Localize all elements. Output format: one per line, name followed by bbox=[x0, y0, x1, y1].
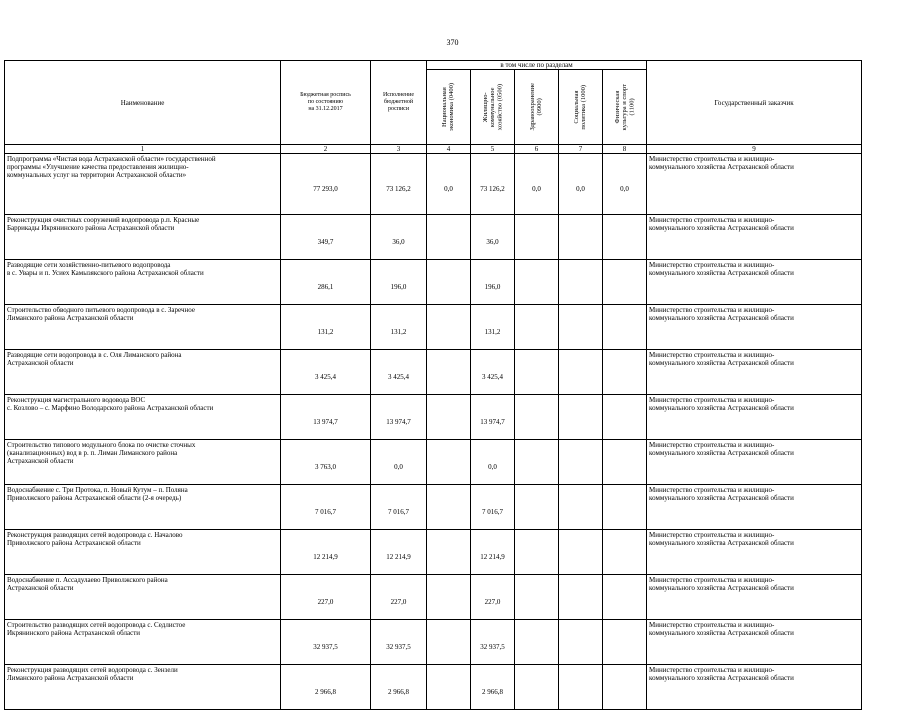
row-customer: Министерство строительства и жилищно- коммунального хозяйства Астраханской области bbox=[647, 260, 862, 305]
row-name: Реконструкция разводящих сетей водопровода с. Началово Приволжского района Астраханской области bbox=[5, 530, 281, 575]
row-section-1100 bbox=[603, 620, 647, 665]
row-section-1100 bbox=[603, 215, 647, 260]
column-number: 7 bbox=[559, 145, 603, 154]
row-section-1000: 0,0 bbox=[559, 154, 603, 215]
table-row bbox=[5, 665, 862, 710]
row-section-0900 bbox=[515, 485, 559, 530]
header-customer: Государственный заказчик bbox=[647, 61, 862, 145]
row-name: Строительство типового модульного блока по очистке сточных (канализационных) вод в р. п. Лиман Лиманского района Астраханской области bbox=[5, 440, 281, 485]
row-name: Разводящие сети водопровода в с. Оля Лиманского района Астраханской области bbox=[5, 350, 281, 395]
row-customer: Министерство строительства и жилищно- коммунального хозяйства Астраханской области bbox=[647, 575, 862, 620]
row-execution: 2 966,8 bbox=[371, 665, 427, 710]
row-budget: 77 293,0 bbox=[281, 154, 371, 215]
row-section-1100 bbox=[603, 665, 647, 710]
table-row bbox=[5, 395, 862, 440]
row-budget: 32 937,5 bbox=[281, 620, 371, 665]
header-section-1100: Физическая культура и спорт (1100) bbox=[603, 70, 647, 145]
row-section-1000 bbox=[559, 575, 603, 620]
row-customer: Министерство строительства и жилищно- коммунального хозяйства Астраханской области bbox=[647, 350, 862, 395]
header-section-0500: Жилищно- коммунальное хозяйство (0500) bbox=[471, 70, 515, 145]
row-section-0400 bbox=[427, 395, 471, 440]
row-name: Реконструкция магистрального водовода ВОС с. Козлово – с. Марфино Володарского района Астраханской области bbox=[5, 395, 281, 440]
column-number: 3 bbox=[371, 145, 427, 154]
row-name: Реконструкция очистных сооружений водопровода р.п. Красные Баррикады Икрянинского района Астраханской области bbox=[5, 215, 281, 260]
row-section-0400 bbox=[427, 305, 471, 350]
row-section-1100 bbox=[603, 485, 647, 530]
row-section-0400 bbox=[427, 620, 471, 665]
row-section-0500: 7 016,7 bbox=[471, 485, 515, 530]
row-section-1000 bbox=[559, 395, 603, 440]
row-execution: 13 974,7 bbox=[371, 395, 427, 440]
row-section-1100 bbox=[603, 395, 647, 440]
row-section-0400: 0,0 bbox=[427, 154, 471, 215]
row-name: Подпрограмма «Чистая вода Астраханской области» государственной программы «Улучшение качества предоставления жилищно- коммунальных услуг на территории Астраханской области» bbox=[5, 154, 281, 215]
table-row bbox=[5, 260, 862, 305]
row-name: Разводящие сети хозяйственно-питьевого водопровода в с. Увары и п. Усиех Камызякского района Астраханской области bbox=[5, 260, 281, 305]
row-section-0900 bbox=[515, 530, 559, 575]
row-section-0900 bbox=[515, 575, 559, 620]
table-row bbox=[5, 485, 862, 530]
row-section-0500: 36,0 bbox=[471, 215, 515, 260]
row-section-0400 bbox=[427, 485, 471, 530]
row-execution: 131,2 bbox=[371, 305, 427, 350]
column-number: 5 bbox=[471, 145, 515, 154]
header-section-0900: Здравоохранение (0900) bbox=[515, 70, 559, 145]
header-section-1000: Социальная политика (1000) bbox=[559, 70, 603, 145]
row-section-0400 bbox=[427, 350, 471, 395]
row-execution: 0,0 bbox=[371, 440, 427, 485]
row-section-0900 bbox=[515, 665, 559, 710]
column-number: 4 bbox=[427, 145, 471, 154]
row-name: Водоснабжение п. Ассадулаево Приволжского района Астраханской области bbox=[5, 575, 281, 620]
row-section-1100 bbox=[603, 260, 647, 305]
row-execution: 32 937,5 bbox=[371, 620, 427, 665]
row-name: Строительство разводящих сетей водопровода с. Седлистое Икрянинского района Астраханской области bbox=[5, 620, 281, 665]
row-section-0500: 227,0 bbox=[471, 575, 515, 620]
row-budget: 3 425,4 bbox=[281, 350, 371, 395]
row-section-1100 bbox=[603, 350, 647, 395]
row-section-0900 bbox=[515, 260, 559, 305]
row-execution: 227,0 bbox=[371, 575, 427, 620]
row-execution: 7 016,7 bbox=[371, 485, 427, 530]
row-budget: 227,0 bbox=[281, 575, 371, 620]
row-section-0900 bbox=[515, 215, 559, 260]
row-section-1000 bbox=[559, 305, 603, 350]
header-name: Наименование bbox=[5, 61, 281, 145]
row-section-1000 bbox=[559, 350, 603, 395]
row-section-0900 bbox=[515, 440, 559, 485]
column-number: 8 bbox=[603, 145, 647, 154]
header-execution: Исполнение бюджетной росписи bbox=[371, 61, 427, 145]
row-section-0500: 13 974,7 bbox=[471, 395, 515, 440]
row-budget: 3 763,0 bbox=[281, 440, 371, 485]
page-number: 370 bbox=[446, 38, 459, 47]
row-section-1100 bbox=[603, 305, 647, 350]
header-sections-group: в том числе по разделам bbox=[427, 61, 647, 70]
row-section-0900 bbox=[515, 395, 559, 440]
row-section-1000 bbox=[559, 665, 603, 710]
row-section-1000 bbox=[559, 260, 603, 305]
row-section-0400 bbox=[427, 665, 471, 710]
column-numbers-row bbox=[5, 145, 862, 154]
row-section-0900 bbox=[515, 305, 559, 350]
header-section-0400: Национальная экономика (0400) bbox=[427, 70, 471, 145]
column-number: 9 bbox=[647, 145, 862, 154]
row-section-1000 bbox=[559, 530, 603, 575]
row-name: Реконструкция разводящих сетей водопровода с. Зензели Лиманского района Астраханской области bbox=[5, 665, 281, 710]
table-row bbox=[5, 350, 862, 395]
row-section-1000 bbox=[559, 440, 603, 485]
row-customer: Министерство строительства и жилищно- коммунального хозяйства Астраханской области bbox=[647, 215, 862, 260]
row-section-0900 bbox=[515, 620, 559, 665]
column-number: 2 bbox=[281, 145, 371, 154]
row-section-0400 bbox=[427, 260, 471, 305]
row-section-0500: 73 126,2 bbox=[471, 154, 515, 215]
row-customer: Министерство строительства и жилищно- коммунального хозяйства Астраханской области bbox=[647, 395, 862, 440]
row-section-0500: 12 214,9 bbox=[471, 530, 515, 575]
row-customer: Министерство строительства и жилищно- коммунального хозяйства Астраханской области bbox=[647, 530, 862, 575]
row-section-0500: 0,0 bbox=[471, 440, 515, 485]
row-section-1100 bbox=[603, 575, 647, 620]
row-section-0400 bbox=[427, 440, 471, 485]
table-row bbox=[5, 620, 862, 665]
row-name: Водоснабжение с. Три Протока, п. Новый Кутум – п. Поляна Приволжского района Астраханской области (2-я очередь) bbox=[5, 485, 281, 530]
row-customer: Министерство строительства и жилищно- коммунального хозяйства Астраханской области bbox=[647, 485, 862, 530]
table-row bbox=[5, 530, 862, 575]
row-customer: Министерство строительства и жилищно- коммунального хозяйства Астраханской области bbox=[647, 154, 862, 215]
row-section-0500: 32 937,5 bbox=[471, 620, 515, 665]
row-section-0500: 2 966,8 bbox=[471, 665, 515, 710]
row-budget: 131,2 bbox=[281, 305, 371, 350]
row-section-0400 bbox=[427, 530, 471, 575]
row-execution: 196,0 bbox=[371, 260, 427, 305]
row-budget: 12 214,9 bbox=[281, 530, 371, 575]
row-budget: 7 016,7 bbox=[281, 485, 371, 530]
header-budget: Бюджетная роспись по состоянию на 31.12.2017 bbox=[281, 61, 371, 145]
row-section-0900 bbox=[515, 350, 559, 395]
row-section-1000 bbox=[559, 485, 603, 530]
row-customer: Министерство строительства и жилищно- коммунального хозяйства Астраханской области bbox=[647, 620, 862, 665]
row-section-0500: 196,0 bbox=[471, 260, 515, 305]
row-section-1100 bbox=[603, 530, 647, 575]
row-budget: 286,1 bbox=[281, 260, 371, 305]
column-number: 6 bbox=[515, 145, 559, 154]
budget-execution-table bbox=[4, 60, 862, 710]
row-customer: Министерство строительства и жилищно- коммунального хозяйства Астраханской области bbox=[647, 440, 862, 485]
row-customer: Министерство строительства и жилищно- коммунального хозяйства Астраханской области bbox=[647, 665, 862, 710]
row-section-1000 bbox=[559, 620, 603, 665]
row-budget: 13 974,7 bbox=[281, 395, 371, 440]
row-section-1100 bbox=[603, 440, 647, 485]
row-budget: 2 966,8 bbox=[281, 665, 371, 710]
row-execution: 3 425,4 bbox=[371, 350, 427, 395]
column-number: 1 bbox=[5, 145, 281, 154]
row-section-1100: 0,0 bbox=[603, 154, 647, 215]
table-row bbox=[5, 154, 862, 215]
table-row bbox=[5, 440, 862, 485]
row-section-0400 bbox=[427, 215, 471, 260]
row-section-0400 bbox=[427, 575, 471, 620]
row-execution: 73 126,2 bbox=[371, 154, 427, 215]
row-section-0900: 0,0 bbox=[515, 154, 559, 215]
row-section-0500: 3 425,4 bbox=[471, 350, 515, 395]
row-budget: 349,7 bbox=[281, 215, 371, 260]
row-name: Строительство обводного питьевого водопровода в с. Заречное Лиманского района Астраханской области bbox=[5, 305, 281, 350]
table-row bbox=[5, 305, 862, 350]
row-execution: 12 214,9 bbox=[371, 530, 427, 575]
row-customer: Министерство строительства и жилищно- коммунального хозяйства Астраханской области bbox=[647, 305, 862, 350]
row-execution: 36,0 bbox=[371, 215, 427, 260]
row-section-1000 bbox=[559, 215, 603, 260]
table-row bbox=[5, 575, 862, 620]
row-section-0500: 131,2 bbox=[471, 305, 515, 350]
table-row bbox=[5, 215, 862, 260]
